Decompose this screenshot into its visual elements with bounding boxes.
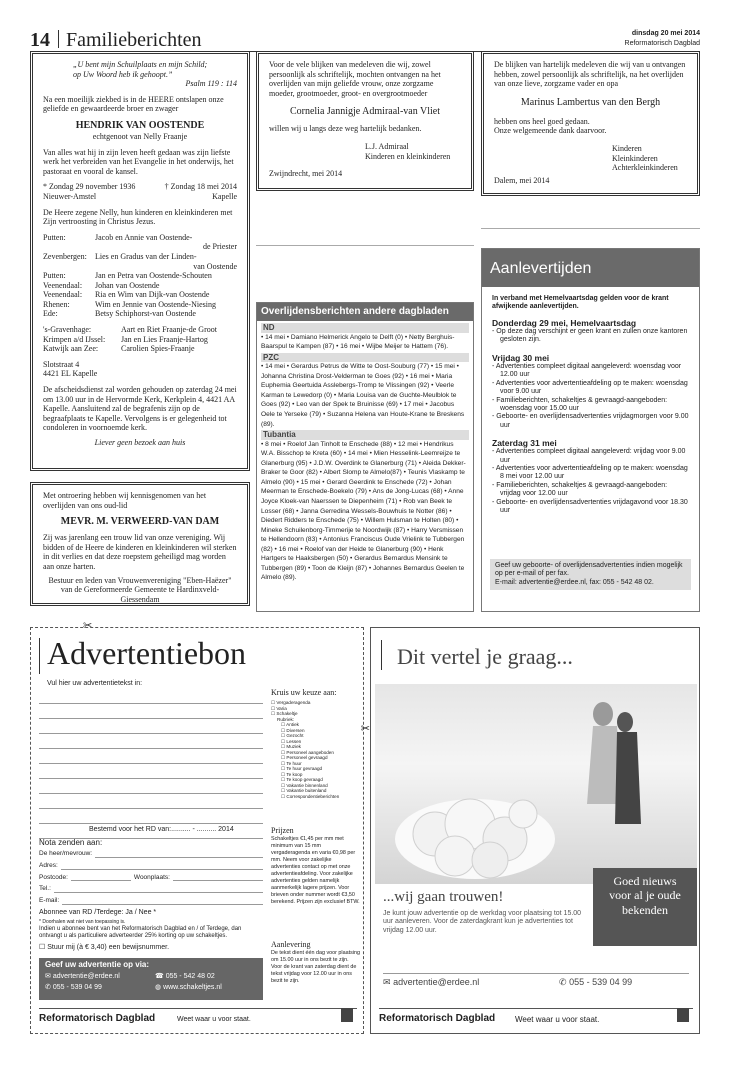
category-options (271, 700, 361, 799)
rd-emblem-icon (341, 1008, 353, 1022)
field-email[interactable]: E-mail: (39, 897, 263, 905)
rd-logo: Reformatorisch Dagblad (39, 1013, 156, 1024)
aanlevertijden-box (481, 248, 700, 612)
quote-line-1: „U bent mijn Schuilplaats en mijn Schild; (73, 60, 208, 69)
contact-title: Geef uw advertentie op via: (45, 960, 150, 969)
phone-icon: ✆ (45, 983, 51, 991)
globe-icon: ◍ (155, 983, 162, 991)
envelope-icon: ✉ (383, 977, 391, 987)
thanks-name: Marinus Lambertus van den Bergh (520, 96, 661, 108)
fax-icon: ☎ (155, 972, 164, 980)
day-item: - Advertenties compleet digitaal aangeleverd: woensdag voor 12.00 uur (492, 362, 682, 379)
badge-line-3: bekenden (622, 902, 668, 917)
family-row: Veenendaal: Johan van Oostende (43, 280, 160, 290)
bewijsnummer[interactable]: ☐ Stuur mij (à € 3,40) een bewijsnummer. (39, 944, 170, 951)
option[interactable]: ☐ Vakantie binnenland (281, 782, 328, 788)
envelope-icon: ✉ (45, 972, 51, 980)
family-row: Katwijk aan Zee: Carolien Spies-Fraanje (43, 344, 195, 354)
spouse: echtgenoot van Nelly Fraanje (92, 131, 188, 141)
rd-slogan: Weet waar u voor staat. (177, 1016, 251, 1023)
obit-text-3: De afscheidsdienst zal worden gehouden op zaterdag 24 mei om 13.00 uur in de Hervormde Kerk, Kerkplein 4, 4421 AA Kapelle. Aansluitend zal de begrafenis zijn op de begraafplaats te Kapelle. Vervolgens is er gelegenheid tot condoleren in voornoemde kerk. (43, 385, 237, 433)
trouwen-ad (370, 627, 700, 1034)
option[interactable]: ☐ Correspondentieberichten (281, 793, 340, 799)
rd-emblem-icon (677, 1008, 689, 1022)
contact-phone: 055 - 539 04 99 (52, 983, 102, 991)
title-rule (39, 638, 40, 674)
contact-web[interactable]: www.schakeltjes.nl (163, 983, 222, 991)
family-row: van Oostende (193, 261, 237, 271)
option[interactable]: ☐ Muziek (281, 744, 301, 749)
contact-email[interactable]: advertentie@erdee.nl (52, 972, 120, 980)
paper-label: Tubantia (261, 430, 469, 440)
option[interactable]: ☐ Gezocht (281, 733, 304, 738)
deceased-name: MEVR. M. VERWEERD-VAN DAM (60, 516, 220, 528)
closing: Liever geen bezoek aan huis (94, 438, 186, 447)
option: Rubriek: (277, 716, 295, 722)
family-row: 's-Gravenhage: Aart en Riet Fraanje-de Groot (43, 325, 217, 335)
aanlever-contact: E-mail: advertentie@erdee.nl, fax: 055 - 542 48 02. (495, 578, 654, 586)
quote-line-2: op Uw Woord heb ik gehoopt.” (73, 69, 173, 79)
contact-fax: 055 - 542 48 02 (165, 972, 215, 980)
quote-ref: Psalm 119 : 114 (185, 79, 237, 89)
field-tel[interactable]: Tel.: (39, 885, 263, 893)
born-place: Nieuwer-Amstel (43, 191, 97, 201)
day-item: - Geboorte- en overlijdensadvertenties vrijdagavond voor 18.30 uur (492, 498, 688, 514)
thanks-line: willen wij u langs deze weg hartelijk bedanken. (269, 124, 422, 134)
signature-1: L.J. Admiraal (365, 141, 409, 151)
born: * Zondag 29 november 1936 (43, 182, 136, 192)
text-lines[interactable] (39, 694, 263, 844)
day-item: - Familieberichten, schakeltjes & gevraagd-aangeboden: woensdag voor 15.00 uur (492, 396, 668, 412)
phone-icon: ✆ (559, 977, 567, 987)
paper-entries: • 14 mei • Damiano Helmerick Angelo te Delft (0) • Netty Berghuis-Baarspul te Kampen (87) • 16 mei • Wijbe Meijer te Hattem (76). (261, 333, 455, 351)
paper-entries: • 14 mei • Gerardus Petrus de Witte te Oost-Souburg (77) • 15 mei • Johanna Christina Drost-Velderman te Goes (92) • 16 mei • Maria Euphemia Geertuida Asslebergs-Tromp te Vlissingen (92) • Veerle Karman te Lewedorp (0) • Maria Louisa van de Guchte-Meulblok te Goes (92) • Leo van der Spek te Bruinisse (69) • 17 mei • Jacobus Oele te Yerseke (79) • Suzanna Helena van Houte-Krane te Breskens (89). (261, 363, 465, 428)
option[interactable]: ☐ Vergaderagenda (271, 700, 311, 705)
obit-intro: Na een moeilijk ziekbed is in de HEERE ontslapen onze geliefde en gewaardeerde broer en zwager (43, 94, 224, 114)
address-1: Slotstraat 4 (43, 359, 80, 369)
family-row: Krimpen a/d IJssel: Jan en Lies Fraanje-Hartog (43, 334, 208, 344)
title-rule (381, 640, 382, 670)
signature-2: Kleinkinderen (612, 153, 658, 163)
separator (481, 228, 700, 229)
section-title: Familieberichten (66, 29, 202, 51)
day-title: Zaterdag 31 mei (492, 438, 557, 449)
option[interactable]: ☐ Antiek (281, 722, 299, 727)
thanks-line-2: Onze welgemeende dank daarvoor. (494, 126, 607, 136)
paper-entries: • 8 mei • Roelof Jan Tinholt te Enschede (88) • 12 mei • Hendrikus W.A. Bisschop te Kreta (60) • 14 mei • Mien Hesselink-Leemreijze te Glanerburg (95) • J.D.W. Overdink te Glanerburg (71) • Aleida Dekker-Braker te Goor (82) • Albert Slomp te Almelo(87) • Teunis Vlaskamp te Almelo (90) • 15 mei • Gerard Geerdink te Enschede (72) • Johan Meerman te Enschede-Boekelo (79) • Ans de Jong-Lucas (68) • Anne Joyce Kloek-van Naerssen te Diepenheim (71) • Rob van Beek te Losser (68) • Janna Gerredina Wessels-Bouwhuis te Notter (86) • Diedert Ridders te Enschede (75) • Willem Hulsman te Holten (80) • Mineke Schuilenborg-Timmerije te Noordwijk (87) • Harry Versmissen te Hellendoorn (83) • Antonius Franciscus Oude Vrielink te Tubbergen (82) • 16 mei • Roelof van der Heide te Glanerburg (90) • Henk Hartgers te Haaksbergen (50) • Gerardus Bernardus Mensink te Tubbergen (89) • Toon de Kleijn (87) • Johannes Bernardus Geelen te Almelo (89). (261, 440, 466, 582)
paper-label: PZC (261, 353, 469, 363)
option[interactable]: ☐ Te koop gevraagd (281, 777, 323, 782)
trouwen-contact (383, 973, 689, 988)
kruis-title: Kruis uw keuze aan: (271, 688, 337, 697)
aanlever-title: Aanlevertijden (482, 249, 699, 287)
footer-rule (379, 1008, 693, 1009)
badge-line-2: voor al je oude (609, 888, 681, 903)
header-date: dinsdag 20 mei 2014 (631, 30, 700, 37)
obit-text-2: De Heere zegene Nelly, hun kinderen en kleinkinderen met Zijn vertroosting in Christus Jezus. (43, 207, 233, 227)
option[interactable]: ☐ Personeel aangeboden (281, 749, 334, 755)
day-item: - Advertenties compleet digitaal aangeleverd: vrijdag voor 9.00 uur (492, 448, 686, 464)
thanks-admiraal (256, 51, 474, 191)
option[interactable]: ☐ Vakantie buitenland (281, 788, 327, 793)
separator (256, 245, 474, 246)
field-address[interactable]: Adres: (39, 862, 263, 870)
option[interactable]: ☐ Te koop (281, 771, 303, 777)
option[interactable]: ☐ Varia (271, 705, 287, 711)
died-place: Kapelle (212, 191, 237, 201)
header-paper: Reformatorisch Dagblad (624, 40, 700, 47)
trouwen-title: ...wij gaan trouwen! (383, 889, 504, 905)
vertel-title: Dit vertel je graag... (397, 644, 573, 669)
notice-text-2: Zij was jarenlang een trouw lid van onze vereniging. Wij bidden of de Heere de kinderen en kleinkinderen wil sterken in dit verlies en dat deze roepstem geheiligd mag worden aan onze harten. (43, 533, 237, 571)
address-fields (39, 850, 263, 909)
family-row: Zevenbergen: Lies en Gradus van der Linden- (43, 251, 197, 261)
notice-text: Met ontroering hebben wij kennisgenomen van het overlijden van ons oud-lid (43, 491, 207, 510)
day-item: - Op deze dag verschijnt er geen krant en zullen onze kantoren gesloten zijn. (492, 327, 688, 344)
aanlever-note-box (490, 559, 691, 590)
family-row: Putten: Jacob en Annie van Oostende- (43, 232, 193, 242)
rd-logo: Reformatorisch Dagblad (379, 1013, 496, 1024)
nota-label: Nota zenden aan: (39, 838, 103, 847)
field-name[interactable]: De heer/mevrouw: (39, 850, 263, 858)
aanlever-intro: In verband met Hemelvaartsdag gelden voor de krant afwijkende aanlevertijden. (492, 295, 669, 311)
prijzen-text: Schakeltjes €1,45 per mm met minimum van 15 mm vergaderagenda en varia €0,98 per mm. Neem voor zakelijke advertenties contact op met onze advertentieafdeling. Voor zakelijke advertenties gelden namelijk aanmerkelijk lagere prijzen. Voor brieven onder nummer wordt €3,50 berekend. Prijzen zijn exclusief BTW. (271, 836, 360, 906)
wedding-illustration (375, 684, 697, 884)
badge-line-1: Goed nieuws (613, 874, 677, 888)
thanks-text: Voor de vele blijken van medeleven die wij, zowel persoonlijk als schriftelijk, mochten ontvangen na het overlijden van mijn geliefde vrouw, onze zorgzame moeder, grootmoeder, groot- en overgrootmoeder (269, 60, 441, 98)
obit-text-1: Van alles wat hij in zijn leven heeft gedaan was zijn liefste werk het verbreiden van het Evangelie in het onderwijs, het pastoraat en vooral de kansel. (43, 147, 234, 176)
day-title: Donderdag 29 mei, Hemelvaartsdag (492, 317, 637, 328)
footer-rule (39, 1008, 357, 1009)
overlijdens-title: Overlijdensberichten andere dagbladen (257, 303, 473, 321)
option[interactable]: ☐ Lessen (281, 738, 302, 744)
family-row: Putten: Jan en Petra van Oostende-Schouten (43, 271, 212, 281)
address-2: 4421 EL Kapelle (43, 369, 98, 379)
trouwen-email[interactable]: advertentie@erdee.nl (393, 977, 480, 987)
overlijdens-box (256, 302, 474, 612)
day-title: Vrijdag 30 mei (492, 352, 550, 363)
notice-sign: Bestuur en leden van Vrouwenvereniging "Eben-Haëzer" van de Gereformeerde Gemeente te Hardinxveld-Giessendam (48, 575, 232, 604)
option[interactable]: ☐ Diversen (281, 727, 305, 733)
scissors-icon: ✂ (360, 723, 370, 735)
bon-title: Advertentiebon (47, 635, 247, 671)
scissors-icon: ✂ (83, 620, 93, 632)
family-row: de Priester (203, 242, 237, 252)
family-row: Rhenen: Wim en Jennie van Oostende-Niesing (43, 299, 216, 309)
bon-subtitle: Vul hier uw advertentietekst in: (47, 680, 143, 687)
day-item: - Familieberichten, schakeltjes & gevraagd-aangeboden: vrijdag voor 12.00 uur (492, 481, 668, 498)
obituary-van-oostende (30, 51, 250, 471)
field-postcode[interactable]: Postcode: Woonplaats: (39, 874, 263, 882)
died: † Zondag 18 mei 2014 (164, 182, 237, 192)
option[interactable]: ☐ Schakeltje (271, 711, 298, 716)
thanks-line-1: hebben ons heel goed gedaan. (494, 116, 590, 126)
trouwen-text: Je kunt jouw advertentie op de werkdag voor plaatsing tot 15.00 uur aanleveren. Voor de zaterdagkrant kun je advertenties tot vrijdag 12.00 uur. (383, 910, 582, 934)
option[interactable]: ☐ Te huur (281, 760, 302, 766)
thanks-name: Cornelia Jannigje Admiraal-van Vliet (289, 106, 441, 118)
footnote: * Doorhalen wat niet van toepassing is. (39, 919, 126, 925)
aanlevering-title: Aanlevering (271, 940, 311, 949)
day-item: - Advertenties voor advertentieafdeling op te maken: woensdag 8 mei voor 12.00 uur (492, 465, 688, 481)
bestemd[interactable]: Bestemd voor het RD van:.......... - .......... 2014 (89, 826, 234, 833)
deceased-name: HENDRIK VAN OOSTENDE (75, 119, 205, 131)
rd-slogan: Weet waar u voor staat. (515, 1015, 600, 1024)
aanlever-note: Geef uw geboorte- of overlijdensadvertenties indien mogelijk op per e-mail of per fax. (495, 562, 683, 578)
korting-text: Indien u abonnee bent van het Reformatorisch Dagblad en / of Terdege, dan ontvangt u als particuliere adverteerder 25% korting op uw schakeltjes. (39, 926, 242, 940)
place-date: Dalem, mei 2014 (494, 175, 550, 185)
thanks-text: De blijken van hartelijk medeleven die wij van u ontvangen hebben, zowel persoonlijk als schriftelijk, na het overlijden van onze lieve, zorgzame vader en opa (494, 60, 686, 89)
family-list-2 (43, 325, 237, 354)
day-item: - Advertenties voor advertentieafdeling op te maken: woensdag voor 9.00 uur (492, 379, 688, 396)
contact-box (39, 958, 263, 1000)
family-row: Veenendaal: Ria en Wim van Dijk-van Oostende (43, 290, 210, 300)
place-date: Zwijndrecht, mei 2014 (269, 169, 343, 179)
header-divider (58, 30, 59, 48)
option[interactable]: ☐ Te huur gevraagd (281, 766, 323, 771)
family-list (43, 233, 237, 319)
trouwen-phone: 055 - 539 04 99 (569, 977, 633, 987)
advertentiebon (30, 620, 370, 1034)
day-item: - Geboorte- en overlijdensadvertenties vrijdagmorgen voor 9.00 uur (492, 413, 689, 429)
prijzen-title: Prijzen (271, 826, 294, 835)
goed-nieuws-badge (593, 868, 697, 946)
paper-label: ND (261, 323, 469, 333)
signature-1: Kinderen (612, 143, 642, 153)
thanks-van-den-bergh (481, 51, 700, 196)
page-number: 14 (30, 29, 50, 51)
wedding-photo (375, 684, 697, 884)
aanlevering-text: De tekst dient één dag voor plaatsing om 15.00 uur in ons bezit te zijn. Voor de krant van zaterdag dient de tekst vrijdag voor 12.00 uur in ons bezit te zijn. (271, 950, 361, 985)
abonnee[interactable]: Abonnee van RD /Terdege: Ja / Nee * (39, 909, 157, 916)
signature-3: Achterkleinkinderen (612, 163, 678, 173)
page-header (30, 28, 700, 52)
option[interactable]: ☐ Personeel gevraagd (281, 755, 328, 760)
family-row: Ede: Betsy Schiphorst-van Oostende (43, 309, 196, 319)
obituary-verweerd (30, 482, 250, 606)
signature-2: Kinderen en kleinkinderen (365, 151, 451, 161)
